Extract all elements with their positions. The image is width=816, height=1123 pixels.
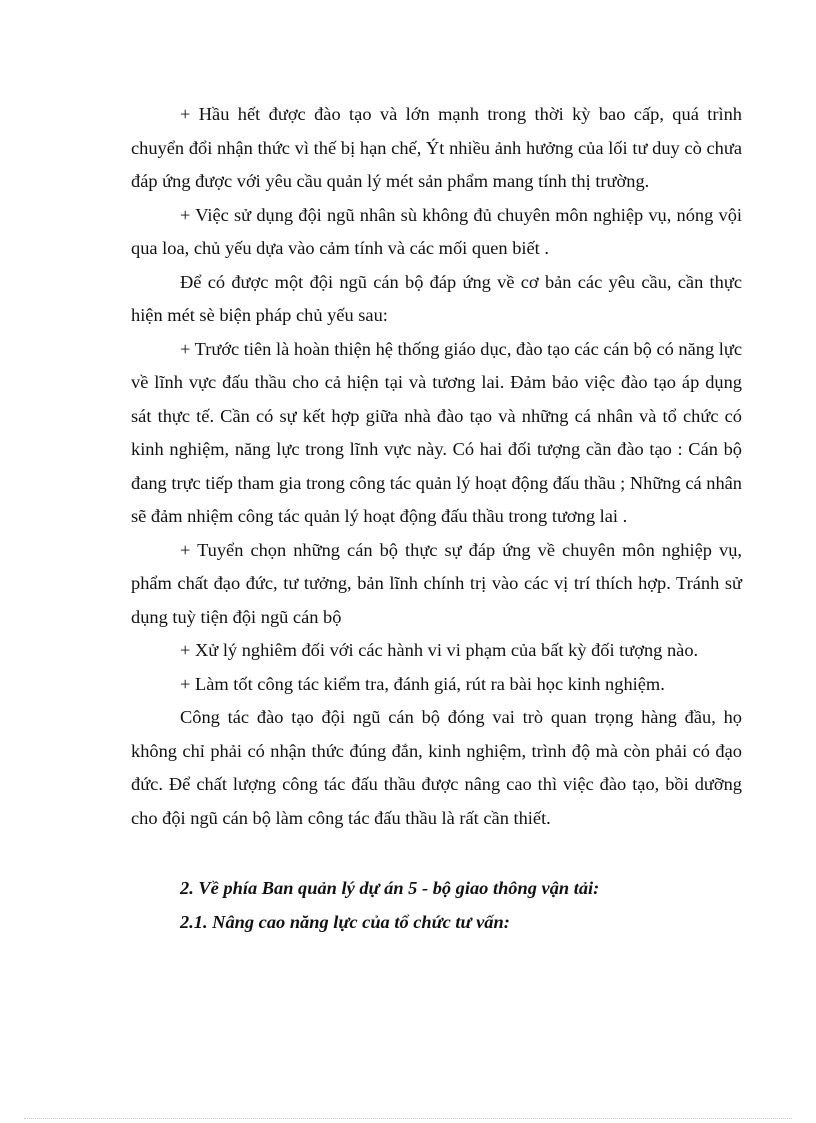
paragraph-training-role: Công tác đào tạo đội ngũ cán bộ đóng vai trò quan trọng hàng đầu, họ không chỉ phải có nhận thức đúng đắn, kinh nghiệm, trình độ mà còn phải có đạo đức. Để chất lượng công tác đấu thầu được nâng cao thì việc đào tạo, bồi dưỡng cho đội ngũ cán bộ làm công tác đấu thầu là rất cần thiết. (131, 707, 742, 828)
paragraph-violation-handling: + Xử lý nghiêm đối với các hành vi vi phạm của bất kỳ đối tượng nào. (180, 640, 699, 660)
paragraph-training-limitations: + Hầu hết được đào tạo và lớn mạnh trong thời kỳ bao cấp, quá trình chuyển đổi nhận thức vì thế bị hạn chế, Ýt nhiều ảnh hưởng của lối tư duy cò chưa đáp ứng được với yêu cầu quản lý mét sản phẩm mang tính thị trường. (131, 104, 742, 191)
paragraph-education-system: + Trước tiên là hoàn thiện hệ thống giáo dục, đào tạo các cán bộ có năng lực về lĩnh vực đấu thầu cho cả hiện tại và tương lai. Đảm bảo việc đào tạo áp dụng sát thực tế. Cần có sự kết hợp giữa nhà đào tạo và những cá nhân và tổ chức có kinh nghiệm, năng lực trong lĩnh vực này. Có hai đối tượng cần đào tạo : Cán bộ đang trực tiếp tham gia trong công tác quản lý hoạt động đấu thầu ; Những cá nhân sẽ đảm nhiệm công tác quản lý hoạt động đấu thầu trong tương lai . (131, 338, 742, 526)
paragraph-recruitment: + Tuyển chọn những cán bộ thực sự đáp ứng về chuyên môn nghiệp vụ, phẩm chất đạo đức, tư tưởng, bản lĩnh chính trị vào các vị trí thích hợp. Tránh sử dụng tuỳ tiện đội ngũ cán bộ (131, 539, 742, 627)
footer-divider (24, 1118, 792, 1119)
subsection-heading: 2.1. Nâng cao năng lực của tổ chức tư vấn: (180, 911, 510, 932)
document-body (131, 98, 742, 939)
paragraph-staff-usage: + Việc sử dụng đội ngũ nhân sù không đủ chuyên môn nghiệp vụ, nóng vội qua loa, chủ yếu dựa vào cảm tính và các mối quen biết . (131, 204, 742, 258)
paragraph-inspection: + Làm tốt công tác kiểm tra, đánh giá, rút ra bài học kinh nghiệm. (180, 673, 665, 694)
paragraph-measures-intro: Để có được một đội ngũ cán bộ đáp ứng về cơ bản các yêu cầu, cần thực hiện mét sè biện pháp chủ yếu sau: (131, 271, 742, 325)
section-heading: 2. Về phía Ban quản lý dự án 5 - bộ giao thông vận tải: (180, 878, 600, 898)
